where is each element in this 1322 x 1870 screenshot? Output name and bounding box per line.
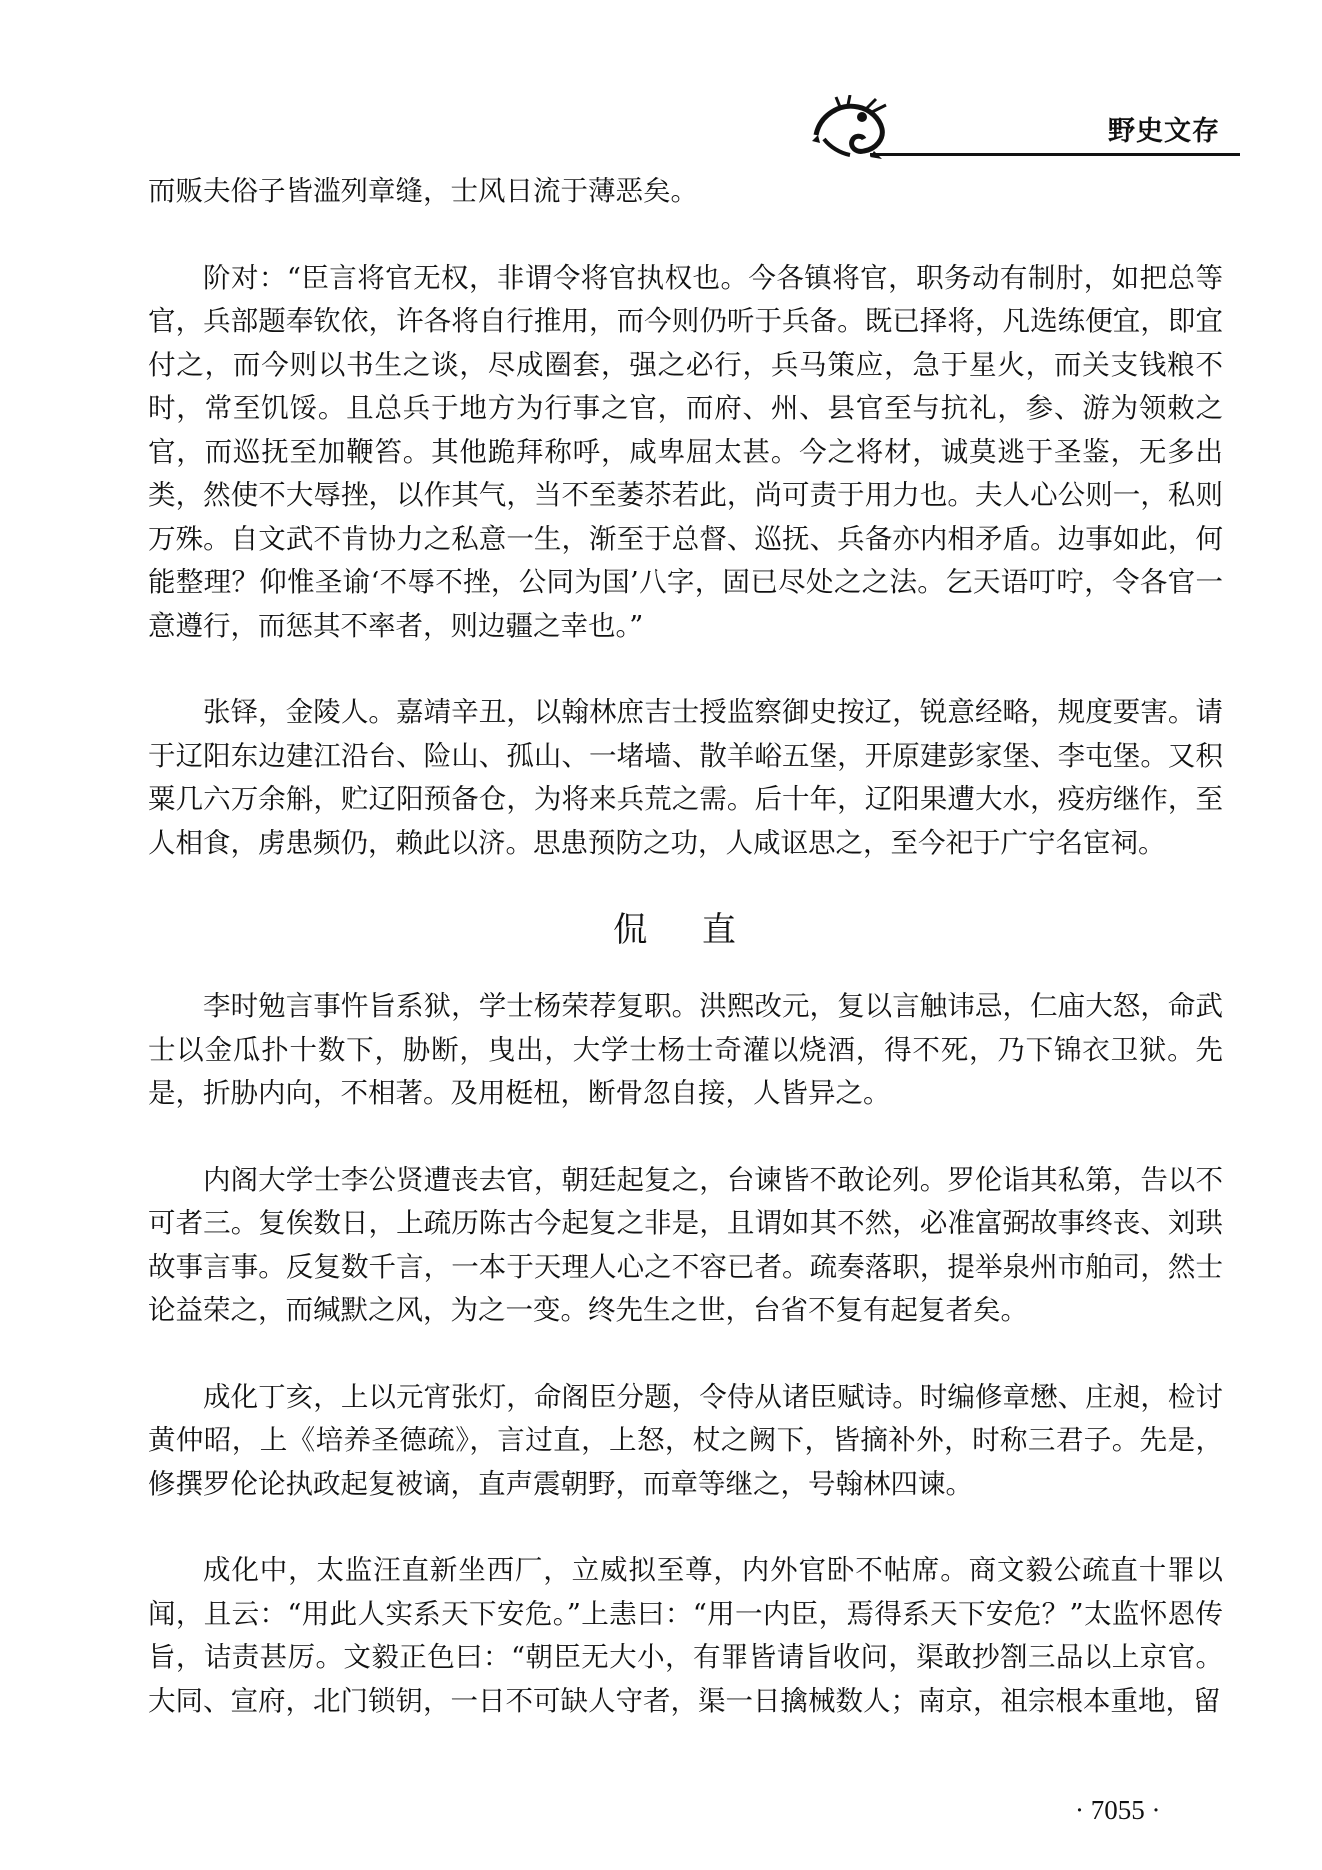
header-rule	[870, 153, 1240, 156]
page-header	[810, 95, 1230, 165]
paragraph: 阶对：“臣言将官无权，非谓令将官执权也。今各镇将官，职务动有制肘，如把总等官，兵部题奉钦依，许各将自行推用，而今则仍听于兵备。既已择将，凡选练便宜，即宜付之，而今则以书生之谈，尽成圈套，强之必行，兵马策应，急于星火，而关支钱粮不时，常至饥馁。且总兵于地方为行事之官，而府、州、县官至与抗礼，参、游为领敕之官，而巡抚至加鞭笞。其他跪拜称呼，咸卑屈太甚。今之将材，诚莫逃于圣鉴，无多出类，然使不大辱挫，以作其气，当不至萎苶若此，尚可责于用力也。夫人心公则一，私则万殊。自文武不肯协力之私意一生，渐至于总督、巡抚、兵备亦内相矛盾。边事如此，何能整理？仰惟圣谕‘不辱不挫，公同为国’八字，固已尽处之之法。乞天语叮咛，令各官一意遵行，而惩其不率者，则边疆之幸也。”	[148, 261, 1223, 642]
paragraph: 成化中，太监汪直新坐西厂，立威拟至尊，内外官卧不帖席。商文毅公疏直十罪以闻，且云：“用此人实系天下安危。”上恚曰：“用一内臣，焉得系天下安危？”太监怀恩传旨，诘责甚厉。文毅正色曰：“朝臣无大小，有罪皆请旨收问，渠敢抄劄三品以上京官。大同、宣府，北门锁钥，一日不可缺人守者，渠一日擒械数人；南京，祖宗根本重地，留	[148, 1554, 1223, 1717]
series-title: 野史文存	[1108, 116, 1220, 147]
paragraph: 内阁大学士李公贤遭丧去官，朝廷起复之，台谏皆不敢论列。罗伦诣其私第，告以不可者三。复俟数日，上疏历陈古今起复之非是，且谓如其不然，必准富弼故事终丧、刘珙故事言事。反复数千言，一本于天理人心之不容已者。疏奏落职，提举泉州市舶司，然士论益荣之，而缄默之风，为之一变。终先生之世，台省不复有起复者矣。	[148, 1163, 1223, 1326]
section-title: 侃 直	[613, 910, 758, 950]
paragraph: 而贩夫俗子皆滥列章缝，士风日流于薄恶矣。	[148, 175, 698, 207]
dragon-emblem-icon	[810, 95, 892, 161]
paragraph: 李时勉言事忤旨系狱，学士杨荣荐复职。洪熙改元，复以言触讳忌，仁庙大怒，命武士以金瓜扑十数下，胁断，曳出，大学士杨士奇灌以烧酒，得不死，乃下锦衣卫狱。先是，折胁内向，不相著。及用梃杻，断骨忽自接，人皆异之。	[148, 990, 1223, 1109]
paragraph: 张铎，金陵人。嘉靖辛丑，以翰林庶吉士授监察御史按辽，锐意经略，规度要害。请于辽阳东边建江沿台、险山、孤山、一堵墙、散羊峪五堡，开原建彭家堡、李屯堡。又积粟几六万余斛，贮辽阳预备仓，为将来兵荒之需。后十年，辽阳果遭大水，疫疠继作，至人相食，虏患频仍，赖此以济。思患预防之功，人咸讴思之，至今祀于广宁名宦祠。	[148, 696, 1223, 859]
page-number: · 7055 ·	[1075, 1795, 1161, 1825]
page-body	[148, 170, 1223, 1766]
paragraph: 成化丁亥，上以元宵张灯，命阁臣分题，令侍从诸臣赋诗。时编修章懋、庄昶，检讨黄仲昭，上《培养圣德疏》，言过直，上怒，杖之阙下，皆摘补外，时称三君子。先是，修撰罗伦论执政起复被谪，直声震朝野，而章等继之，号翰林四谏。	[148, 1380, 1223, 1500]
